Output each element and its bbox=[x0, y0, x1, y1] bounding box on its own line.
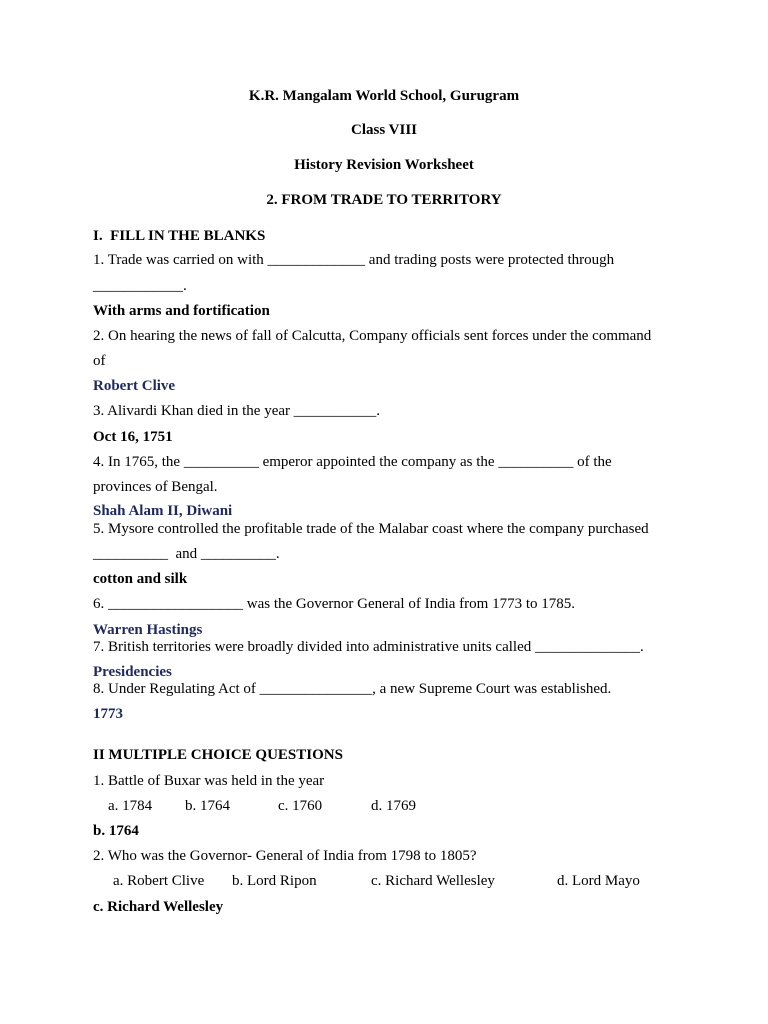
mcq-q1-question: 1. Battle of Buxar was held in the year bbox=[93, 773, 325, 789]
fill-q3-answer: Oct 16, 1751 bbox=[93, 429, 173, 445]
class-title: Class VIII bbox=[351, 122, 417, 138]
fill-q7-answer: Presidencies bbox=[93, 664, 172, 680]
mcq-q1-answer: b. 1764 bbox=[93, 823, 139, 839]
fill-q2-line2: of bbox=[93, 353, 106, 369]
fill-q1-line1: 1. Trade was carried on with _____________ and trading posts were protected through bbox=[93, 252, 615, 268]
mcq-q2-option-b: b. Lord Ripon bbox=[232, 873, 317, 889]
fill-q4-line1: 4. In 1765, the __________ emperor appointed the company as the __________ of the bbox=[93, 454, 612, 470]
fill-q5-answer: cotton and silk bbox=[93, 571, 188, 587]
chapter-title: 2. FROM TRADE TO TERRITORY bbox=[266, 192, 502, 208]
section-fill-blanks-heading: I. FILL IN THE BLANKS bbox=[93, 228, 266, 244]
fill-q3-line1: 3. Alivardi Khan died in the year ___________. bbox=[93, 403, 381, 419]
worksheet-title: History Revision Worksheet bbox=[294, 157, 474, 173]
fill-q2-line1: 2. On hearing the news of fall of Calcutta, Company officials sent forces under the command bbox=[93, 328, 652, 344]
fill-q1-line2: ____________. bbox=[93, 278, 187, 294]
fill-q6-answer: Warren Hastings bbox=[93, 622, 203, 638]
fill-q5-line1: 5. Mysore controlled the profitable trade of the Malabar coast where the company purchased bbox=[93, 521, 649, 537]
mcq-q2-option-a: a. Robert Clive bbox=[113, 873, 205, 889]
mcq-q1-option-d: d. 1769 bbox=[371, 798, 416, 814]
fill-q5-line2: __________ and __________. bbox=[93, 546, 280, 562]
mcq-q2-option-d: d. Lord Mayo bbox=[557, 873, 640, 889]
mcq-q2-answer: c. Richard Wellesley bbox=[93, 899, 224, 915]
mcq-q2-question: 2. Who was the Governor- General of India from 1798 to 1805? bbox=[93, 848, 477, 864]
fill-q2-answer: Robert Clive bbox=[93, 378, 176, 394]
fill-q8-answer: 1773 bbox=[93, 706, 123, 722]
school-name: K.R. Mangalam World School, Gurugram bbox=[248, 88, 520, 104]
fill-q8-line1: 8. Under Regulating Act of _______________, a new Supreme Court was established. bbox=[93, 681, 612, 697]
section-mcq-heading: II MULTIPLE CHOICE QUESTIONS bbox=[93, 747, 343, 763]
mcq-q2-option-c: c. Richard Wellesley bbox=[371, 873, 495, 889]
mcq-q1-option-c: c. 1760 bbox=[278, 798, 323, 814]
mcq-q1-option-b: b. 1764 bbox=[185, 798, 230, 814]
fill-q7-line1: 7. British territories were broadly divided into administrative units called ______________. bbox=[93, 639, 644, 655]
fill-q1-answer: With arms and fortification bbox=[93, 303, 270, 319]
mcq-q1-option-a: a. 1784 bbox=[108, 798, 153, 814]
fill-q6-line1: 6. __________________ was the Governor General of India from 1773 to 1785. bbox=[93, 596, 575, 612]
fill-q4-answer: Shah Alam II, Diwani bbox=[93, 503, 233, 519]
fill-q4-line2: provinces of Bengal. bbox=[93, 479, 218, 495]
